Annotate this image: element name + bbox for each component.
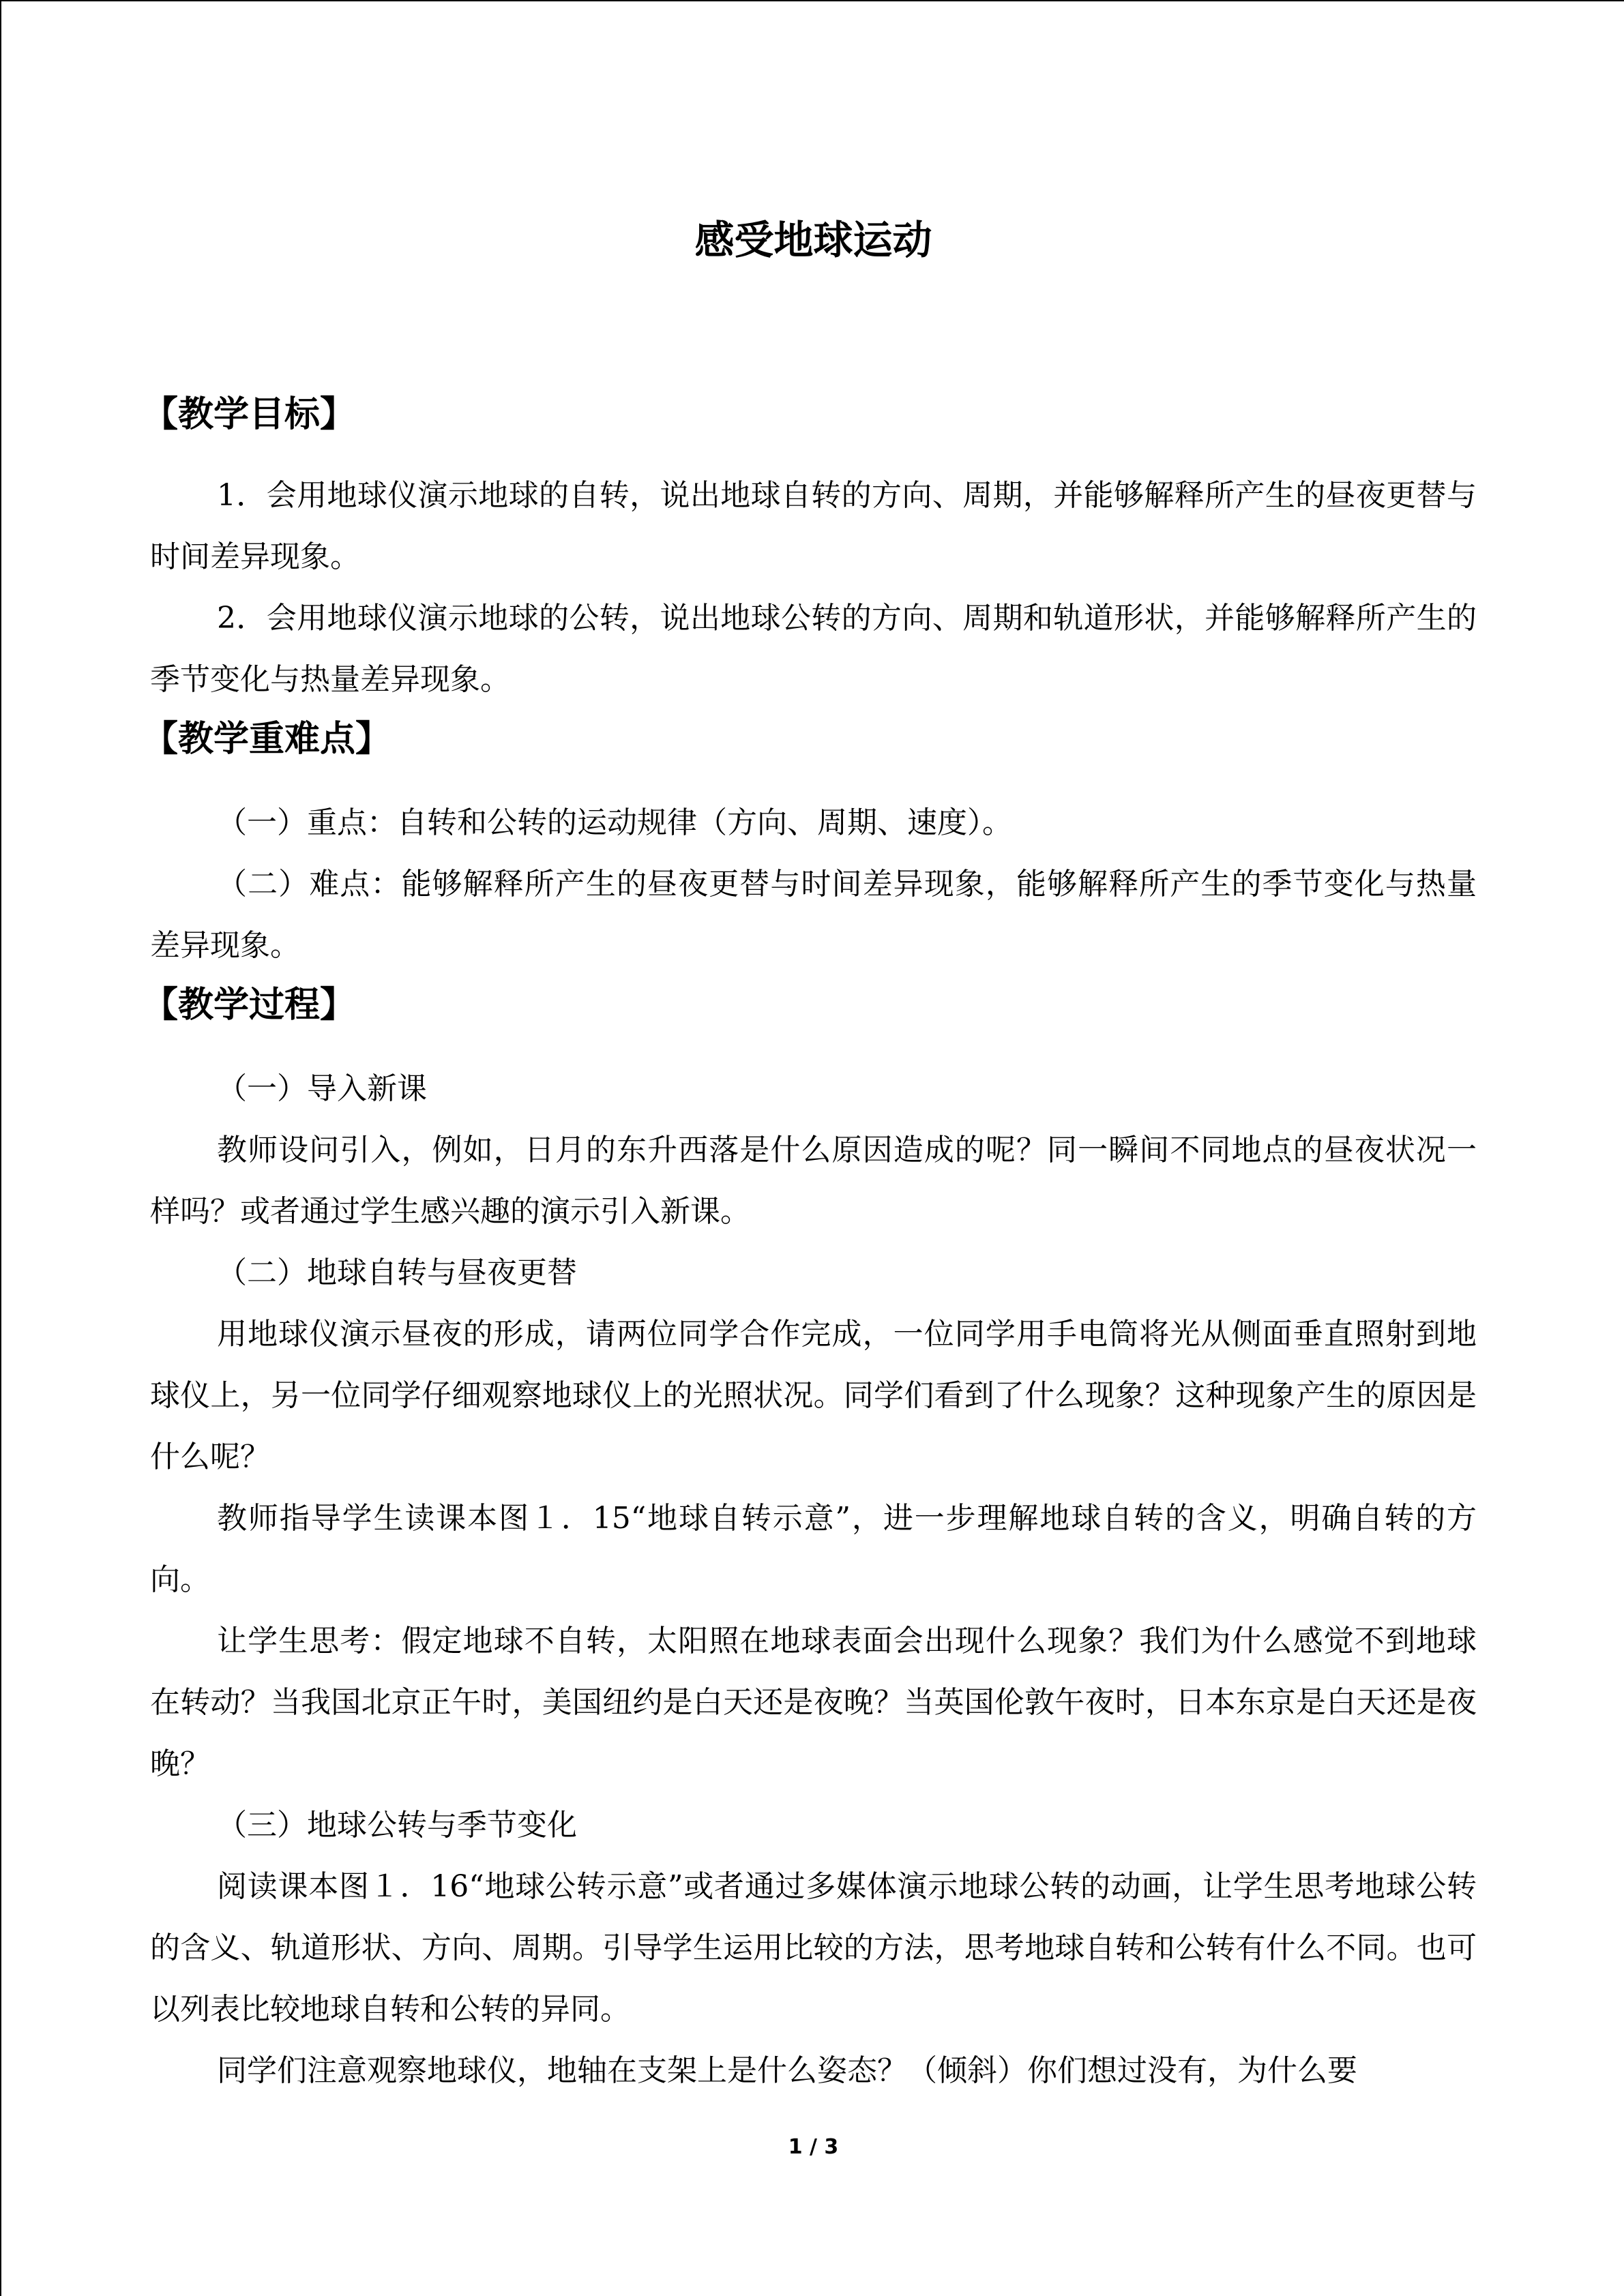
heading-objectives: 【教学目标】 [143, 394, 356, 435]
process-paragraph-revolution: 阅读课本图１．16“地球公转示意”或者通过多媒体演示地球公转的动画，让学生思考地球公转的含义、轨道形状、方向、周期。引导学生运用比较的方法，思考地球自转和公转有什么不同。也可以列表比较地球自转和公转的异同。 [150, 1869, 1477, 2027]
page-number: 1 / 3 [788, 2135, 839, 2159]
process-paragraph-rotation-demo: 用地球仪演示昼夜的形成，请两位同学合作完成，一位同学用手电筒将光从侧面垂直照射到地球仪上，另一位同学仔细观察地球仪上的光照状况。同学们看到了什么现象？这种现象产生的原因是什么呢？ [150, 1317, 1477, 1474]
process-subheading-revolution: （三）地球公转与季节变化 [217, 1808, 577, 1843]
objective-item-2: 2．会用地球仪演示地球的公转，说出地球公转的方向、周期和轨道形状，并能够解释所产生的季节变化与热量差异现象。 [150, 601, 1477, 697]
document-title: 感受地球运动 [694, 217, 932, 263]
process-paragraph-axis: 同学们注意观察地球仪，地轴在支架上是什么姿态？（倾斜）你们想过没有，为什么要 [217, 2053, 1357, 2088]
process-paragraph-rotation-figure: 教师指导学生读课本图１．15“地球自转示意”，进一步理解地球自转的含义，明确自转的方向。 [150, 1501, 1477, 1597]
process-subheading-rotation: （二）地球自转与昼夜更替 [217, 1255, 577, 1290]
process-paragraph-intro: 教师设问引入，例如，日月的东升西落是什么原因造成的呢？同一瞬间不同地点的昼夜状况一样吗？或者通过学生感兴趣的演示引入新课。 [150, 1133, 1477, 1229]
key-point-item-1: （一）重点：自转和公转的运动规律（方向、周期、速度）。 [217, 805, 1012, 840]
heading-process: 【教学过程】 [143, 985, 356, 1026]
process-subheading-intro: （一）导入新课 [217, 1071, 427, 1106]
key-point-item-2: （二）难点：能够解释所产生的昼夜更替与时间差异现象，能够解释所产生的季节变化与热量差异现象。 [150, 867, 1477, 963]
process-paragraph-rotation-questions: 让学生思考：假定地球不自转，太阳照在地球表面会出现什么现象？我们为什么感觉不到地球在转动？当我国北京正午时，美国纽约是白天还是夜晚？当英国伦敦午夜时，日本东京是白天还是夜晚？ [150, 1624, 1477, 1781]
heading-key-points: 【教学重难点】 [143, 719, 392, 760]
objective-item-1: 1．会用地球仪演示地球的自转，说出地球自转的方向、周期，并能够解释所产生的昼夜更替与时间差异现象。 [150, 478, 1477, 574]
